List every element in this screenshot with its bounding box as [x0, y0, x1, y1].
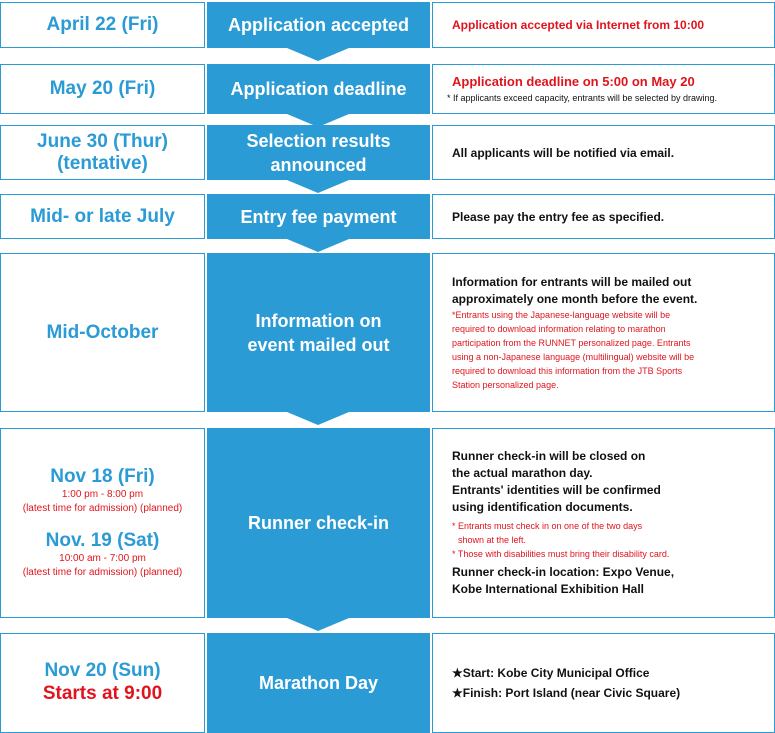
- time-note-day1: (latest time for admission) (planned): [22, 503, 183, 514]
- flow-arrow: [287, 239, 349, 252]
- flow-arrow: [287, 48, 349, 61]
- schedule-row-application-deadline: [0, 64, 775, 114]
- time-day1: 1:00 pm - 8:00 pm: [61, 489, 144, 500]
- detail-text-line2: approximately one month before the event.: [452, 291, 698, 306]
- location-text: Runner check-in location: Expo Venue,: [452, 565, 675, 579]
- stage-cell: [207, 633, 430, 733]
- schedule-row-marathon-day: [0, 633, 775, 733]
- detail-text: Please pay the entry fee as specified.: [452, 209, 665, 224]
- flow-arrow: [287, 180, 349, 193]
- flow-arrow: [287, 412, 349, 425]
- detail-text: Information for entrants will be mailed out: [452, 274, 692, 289]
- time-note-day2: (latest time for admission) (planned): [22, 567, 183, 578]
- stage-cell: [207, 2, 430, 48]
- stage-label-line2: announced: [270, 154, 367, 175]
- detail-cell: [432, 125, 775, 180]
- stage-cell: [207, 428, 430, 618]
- location-text: Kobe International Exhibition Hall: [452, 582, 645, 596]
- stage-label: Application deadline: [230, 79, 407, 99]
- schedule-row-information-mailed: [0, 253, 775, 412]
- time-day2: 10:00 am - 7:00 pm: [59, 553, 146, 564]
- schedule-row-runner-check-in: [0, 428, 775, 618]
- stage-cell: [207, 253, 430, 412]
- date-label: Nov 20 (Sun): [44, 660, 161, 681]
- stage-label: Runner check-in: [247, 513, 390, 533]
- detail-cell: [432, 64, 775, 114]
- detail-note: * Those with disabilities must bring their disability card.: [452, 549, 670, 559]
- detail-note: Station personalized page.: [452, 379, 559, 390]
- detail-cell: [432, 633, 775, 733]
- detail-note: * Entrants must check in on one of the two days: [452, 521, 643, 531]
- date-cell: [0, 428, 205, 618]
- date-label-tentative: (tentative): [57, 152, 148, 174]
- date-label: April 22 (Fri): [46, 14, 159, 35]
- stage-cell: [207, 64, 430, 114]
- schedule-row-entry-fee: [0, 194, 775, 239]
- stage-label: Selection results: [246, 130, 391, 151]
- stage-cell: [207, 194, 430, 239]
- date-label-day2: Nov. 19 (Sat): [45, 530, 160, 551]
- detail-note: using a non-Japanese language (multilingual) website will be: [452, 351, 695, 362]
- date-cell: [0, 125, 205, 180]
- stage-label: Information on: [255, 310, 382, 331]
- flow-arrow: [287, 618, 349, 631]
- stage-label-line2: event mailed out: [247, 334, 390, 355]
- date-label: Mid-October: [46, 321, 159, 343]
- date-cell: [0, 2, 205, 48]
- schedule-row-application-accepted: [0, 2, 775, 48]
- detail-text: Runner check-in will be closed on: [452, 449, 646, 463]
- stage-label: Entry fee payment: [240, 206, 397, 227]
- date-cell: [0, 253, 205, 412]
- detail-cell: [432, 428, 775, 618]
- detail-note: required to download information relating to marathon: [452, 323, 666, 334]
- date-cell: [0, 633, 205, 733]
- detail-cell: [432, 253, 775, 412]
- date-label: May 20 (Fri): [49, 78, 156, 99]
- stage-label: Marathon Day: [258, 673, 379, 693]
- detail-cell: [432, 2, 775, 48]
- detail-note: shown at the left.: [458, 535, 527, 545]
- start-time: Starts at 9:00: [42, 683, 163, 704]
- stage-cell: [207, 125, 430, 180]
- detail-note: participation from the RUNNET personalized page. Entrants: [452, 337, 691, 348]
- date-label: Mid- or late July: [30, 205, 175, 227]
- detail-text: All applicants will be notified via email.: [452, 145, 675, 160]
- detail-note: * If applicants exceed capacity, entrants will be selected by drawing.: [447, 93, 717, 103]
- detail-text: Application accepted via Internet from 10:00: [452, 18, 705, 32]
- detail-note: *Entrants using the Japanese-language website will be: [452, 309, 671, 320]
- stage-label: Application accepted: [227, 15, 410, 35]
- detail-text: using identification documents.: [452, 500, 633, 514]
- detail-text: Application deadline on 5:00 on May 20: [452, 74, 695, 89]
- start-location: ★Start: Kobe City Municipal Office: [452, 666, 650, 680]
- date-cell: [0, 194, 205, 239]
- detail-text: the actual marathon day.: [452, 466, 593, 480]
- date-cell: [0, 64, 205, 114]
- schedule-row-selection-results: [0, 125, 775, 180]
- detail-note: required to download this information from the JTB Sports: [452, 365, 683, 376]
- detail-cell: [432, 194, 775, 239]
- finish-location: ★Finish: Port Island (near Civic Square): [452, 686, 681, 700]
- detail-text: Entrants' identities will be confirmed: [452, 483, 661, 497]
- date-label-day1: Nov 18 (Fri): [50, 466, 155, 487]
- date-label: June 30 (Thur): [37, 130, 168, 152]
